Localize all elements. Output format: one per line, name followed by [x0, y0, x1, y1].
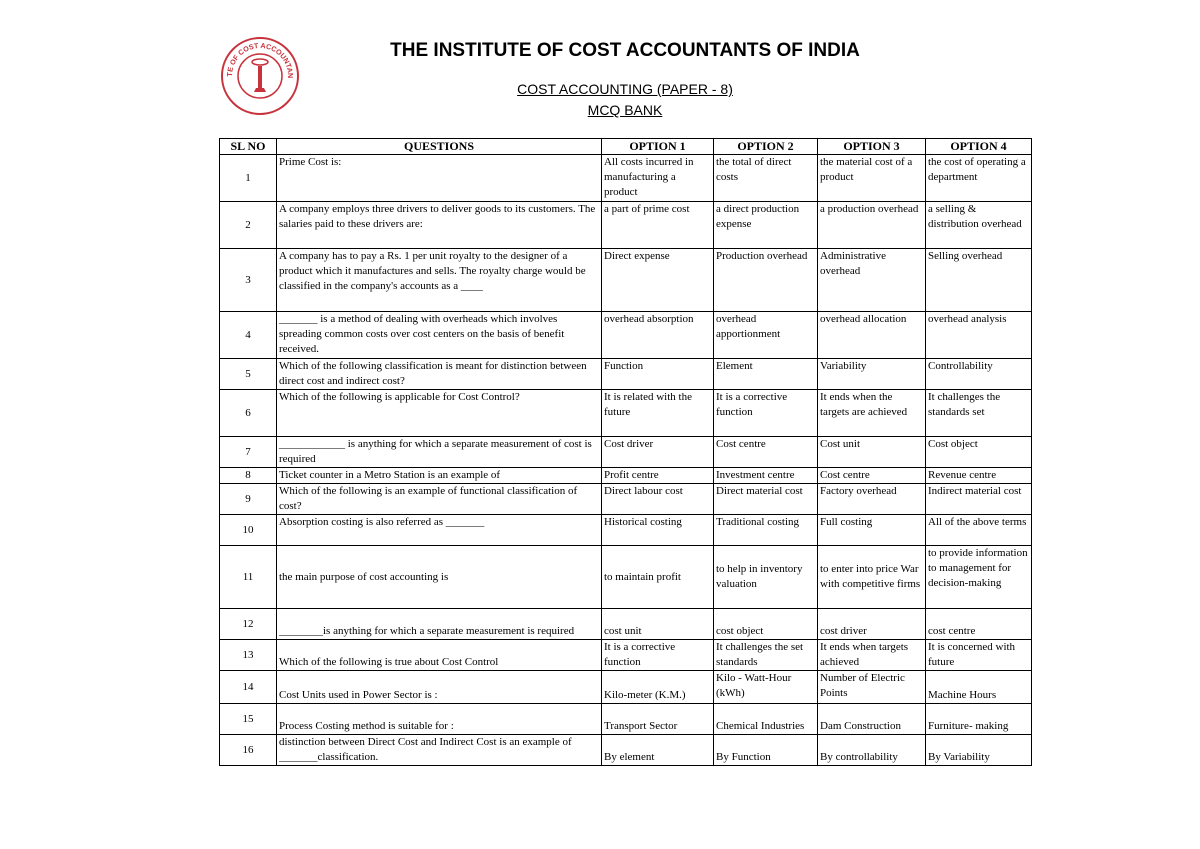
option-4-cell: cost centre	[926, 609, 1032, 640]
option-1-cell: a part of prime cost	[602, 202, 714, 249]
table-row	[220, 437, 1032, 468]
page-title: THE INSTITUTE OF COST ACCOUNTANTS OF INDIA	[390, 40, 860, 61]
option-4-cell: All of the above terms	[926, 515, 1032, 546]
question-cell: Absorption costing is also referred as _______	[277, 515, 602, 546]
option-3-cell: overhead allocation	[818, 312, 926, 359]
question-cell: the main purpose of cost accounting is	[277, 546, 602, 609]
option-4-cell: the cost of operating a department	[926, 155, 1032, 202]
question-cell: ________is anything for which a separate measurement is required	[277, 609, 602, 640]
table-row	[220, 155, 1032, 202]
table-row	[220, 609, 1032, 640]
option-1-cell: Cost driver	[602, 437, 714, 468]
option-3-cell: By controllability	[818, 735, 926, 766]
option-3-cell: Full costing	[818, 515, 926, 546]
option-1-cell: Historical costing	[602, 515, 714, 546]
sl-no-cell: 8	[220, 468, 277, 484]
option-1-cell: overhead absorption	[602, 312, 714, 359]
sl-no-cell: 4	[220, 312, 277, 359]
option-2-cell: Direct material cost	[714, 484, 818, 515]
option-1-cell: All costs incurred in manufacturing a product	[602, 155, 714, 202]
option-1-cell: It is a corrective function	[602, 640, 714, 671]
sl-no-cell: 1	[220, 155, 277, 202]
question-cell: Cost Units used in Power Sector is :	[277, 671, 602, 704]
option-1-cell: It is related with the future	[602, 390, 714, 437]
option-2-cell: Element	[714, 359, 818, 390]
option-3-cell: Factory overhead	[818, 484, 926, 515]
header-sl-no: SL NO	[220, 139, 277, 155]
table-row	[220, 546, 1032, 609]
option-2-cell: Traditional costing	[714, 515, 818, 546]
option-1-cell: By element	[602, 735, 714, 766]
question-cell: Process Costing method is suitable for :	[277, 704, 602, 735]
header-questions: QUESTIONS	[277, 139, 602, 155]
option-3-cell: It ends when targets achieved	[818, 640, 926, 671]
institute-logo	[220, 36, 300, 116]
option-1-cell: Function	[602, 359, 714, 390]
header-option-4: OPTION 4	[926, 139, 1032, 155]
question-cell: distinction between Direct Cost and Indirect Cost is an example of _______classification.	[277, 735, 602, 766]
option-4-cell: Selling overhead	[926, 249, 1032, 312]
option-4-cell: a selling & distribution overhead	[926, 202, 1032, 249]
header-option-1: OPTION 1	[602, 139, 714, 155]
option-3-cell: Cost unit	[818, 437, 926, 468]
option-3-cell: It ends when the targets are achieved	[818, 390, 926, 437]
paper-subtitle: COST ACCOUNTING (PAPER - 8)	[517, 81, 733, 97]
svg-text:THE INSTITUTE OF COST ACCOUNTA: TE OF COST ACCOUNTAN	[224, 40, 296, 79]
option-1-cell: Profit centre	[602, 468, 714, 484]
sl-no-cell: 6	[220, 390, 277, 437]
question-cell: Which of the following is true about Cost Control	[277, 640, 602, 671]
option-1-cell: cost unit	[602, 609, 714, 640]
table-row	[220, 515, 1032, 546]
option-2-cell: It is a corrective function	[714, 390, 818, 437]
sl-no-cell: 12	[220, 609, 277, 640]
sl-no-cell: 15	[220, 704, 277, 735]
option-2-cell: Cost centre	[714, 437, 818, 468]
option-4-cell: It challenges the standards set	[926, 390, 1032, 437]
question-cell: Which of the following classification is meant for distinction between direct cost and indirect cost?	[277, 359, 602, 390]
table-row	[220, 202, 1032, 249]
question-cell: A company has to pay a Rs. 1 per unit royalty to the designer of a product which it manufactures and sells. The royalty charge would be classified in the company's accounts as a ____	[277, 249, 602, 312]
sl-no-cell: 13	[220, 640, 277, 671]
option-2-cell: cost object	[714, 609, 818, 640]
option-4-cell: Revenue centre	[926, 468, 1032, 484]
question-cell: Prime Cost is:	[277, 155, 602, 202]
sl-no-cell: 14	[220, 671, 277, 704]
option-3-cell: a production overhead	[818, 202, 926, 249]
option-3-cell: the material cost of a product	[818, 155, 926, 202]
option-2-cell: overhead apportionment	[714, 312, 818, 359]
table-row	[220, 704, 1032, 735]
option-4-cell: overhead analysis	[926, 312, 1032, 359]
mcq-bank-title: MCQ BANK	[587, 102, 663, 118]
option-4-cell: Cost object	[926, 437, 1032, 468]
option-2-cell: Production overhead	[714, 249, 818, 312]
option-4-cell: By Variability	[926, 735, 1032, 766]
option-2-cell: Kilo - Watt-Hour (kWh)	[714, 671, 818, 704]
mcq-table	[219, 138, 1032, 766]
option-4-cell: It is concerned with future	[926, 640, 1032, 671]
table-header-row	[220, 139, 1032, 155]
option-4-cell: Indirect material cost	[926, 484, 1032, 515]
question-cell: Which of the following is an example of functional classification of cost?	[277, 484, 602, 515]
option-2-cell: to help in inventory valuation	[714, 546, 818, 609]
option-3-cell: cost driver	[818, 609, 926, 640]
sl-no-cell: 2	[220, 202, 277, 249]
question-cell: ____________ is anything for which a separate measurement of cost is required	[277, 437, 602, 468]
option-2-cell: By Function	[714, 735, 818, 766]
option-3-cell: Administrative overhead	[818, 249, 926, 312]
option-3-cell: Number of Electric Points	[818, 671, 926, 704]
sl-no-cell: 5	[220, 359, 277, 390]
option-3-cell: Dam Construction	[818, 704, 926, 735]
sl-no-cell: 7	[220, 437, 277, 468]
sl-no-cell: 11	[220, 546, 277, 609]
option-3-cell: to enter into price War with competitive firms	[818, 546, 926, 609]
option-3-cell: Variability	[818, 359, 926, 390]
option-2-cell: the total of direct costs	[714, 155, 818, 202]
option-4-cell: Furniture- making	[926, 704, 1032, 735]
table-row	[220, 671, 1032, 704]
option-4-cell: Machine Hours	[926, 671, 1032, 704]
question-cell: A company employs three drivers to deliver goods to its customers. The salaries paid to these drivers are:	[277, 202, 602, 249]
sl-no-cell: 9	[220, 484, 277, 515]
table-row	[220, 468, 1032, 484]
table-row	[220, 735, 1032, 766]
header-option-3: OPTION 3	[818, 139, 926, 155]
header-option-2: OPTION 2	[714, 139, 818, 155]
option-2-cell: It challenges the set standards	[714, 640, 818, 671]
option-1-cell: Transport Sector	[602, 704, 714, 735]
option-1-cell: to maintain profit	[602, 546, 714, 609]
option-2-cell: a direct production expense	[714, 202, 818, 249]
option-2-cell: Investment centre	[714, 468, 818, 484]
question-cell: Ticket counter in a Metro Station is an example of	[277, 468, 602, 484]
table-row	[220, 484, 1032, 515]
table-row	[220, 249, 1032, 312]
question-cell: Which of the following is applicable for Cost Control?	[277, 390, 602, 437]
table-row	[220, 359, 1032, 390]
option-2-cell: Chemical Industries	[714, 704, 818, 735]
option-4-cell: to provide information to management for decision-making	[926, 546, 1032, 609]
question-cell: _______ is a method of dealing with overheads which involves spreading common costs over cost centers on the basis of benefit received.	[277, 312, 602, 359]
option-1-cell: Kilo-meter (K.M.)	[602, 671, 714, 704]
option-1-cell: Direct expense	[602, 249, 714, 312]
sl-no-cell: 10	[220, 515, 277, 546]
option-3-cell: Cost centre	[818, 468, 926, 484]
table-row	[220, 312, 1032, 359]
table-row	[220, 640, 1032, 671]
sl-no-cell: 16	[220, 735, 277, 766]
option-1-cell: Direct labour cost	[602, 484, 714, 515]
sl-no-cell: 3	[220, 249, 277, 312]
option-4-cell: Controllability	[926, 359, 1032, 390]
table-row	[220, 390, 1032, 437]
